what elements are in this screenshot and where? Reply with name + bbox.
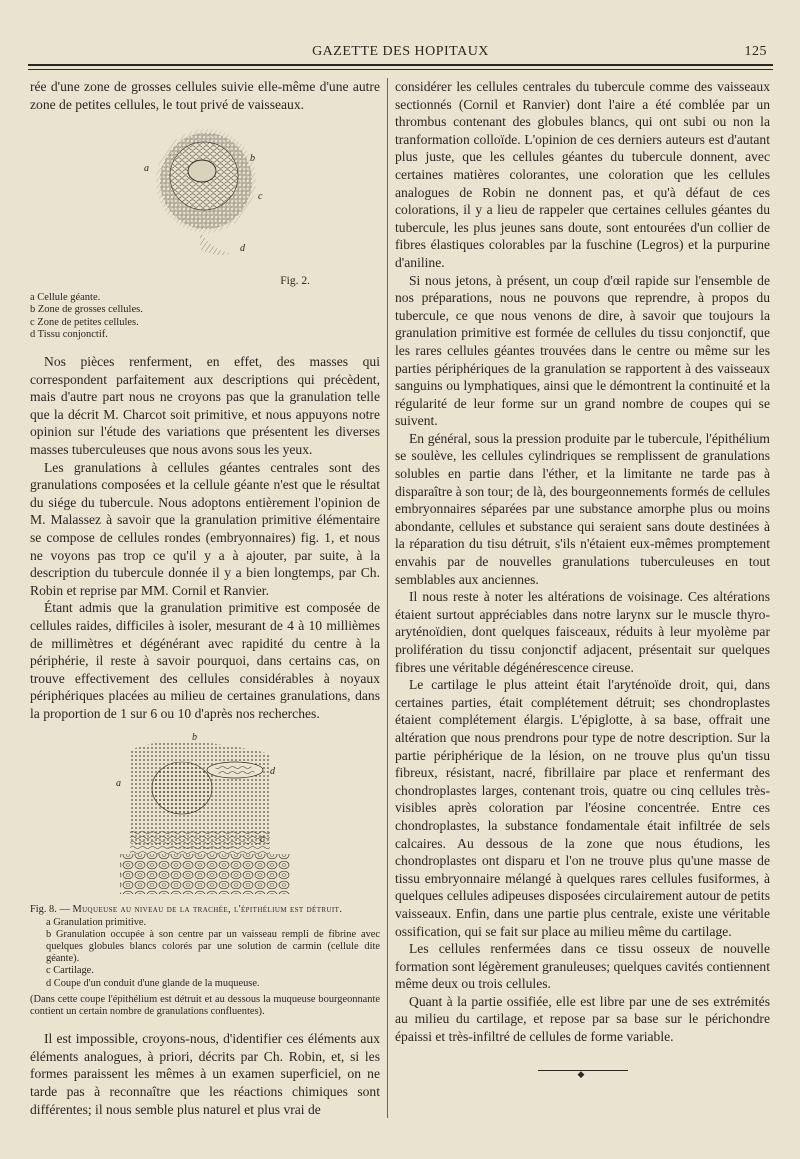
paragraph: Il est impossible, croyons-nous, d'identifier ces éléments aux éléments analogues, à priori, décrits par Ch. Robin, et, si les formes paraissent les mêmes à un examen superficiel, on ne tarde pas à reconnaître que les réactions chimiques sont différentes; il nous semble plus naturel et plus vrai de — [30, 1031, 380, 1117]
journal-title: GAZETTE DES HOPITAUX — [312, 44, 489, 59]
label-a: a — [144, 163, 149, 175]
left-column — [30, 78, 380, 1118]
figure-8 — [30, 730, 380, 900]
label-c: c — [258, 191, 263, 203]
paragraph: considérer les cellules centrales du tubercule comme des vaisseaux sectionnés (Cornil et Ranvier) dont l'aire a été comblée par un thrombus contenant des globules blancs, qui ont subi ou non la tranformation colloïde. L'opinion de ces derniers auteurs est d'autant plus juste, que les cellules géantes du tubercule donnent, avec certaines matières colorantes, une coloration que les cellules analogues de Robin ne donnent pas, et qu'à défaut de ces colorations, il y a lieu de rappeler que certaines cellules géantes du tubercule, les plus jeunes sans doute, sont entourées d'un collier de fibres élastiques colorables par la fuschine (Legros) et la purpurine d'aniline. — [395, 79, 770, 270]
paragraph: Quant à la partie ossifiée, elle est libre par une de ses extrémités au milieu du cartilage, et repose par sa base sur le périchondre épaissi et très-infiltré de cellules de forme variable. — [395, 993, 770, 1045]
header-rule-thin — [28, 69, 773, 70]
figure-8-caption — [30, 904, 380, 1018]
figure-2-legend — [30, 292, 380, 341]
figure-2 — [30, 121, 380, 271]
figure-2-illustration — [140, 121, 270, 269]
figure-8-illustration — [110, 730, 300, 898]
label-b: b — [250, 153, 255, 165]
legend-item: d Coupe d'un conduit d'une glande de la muqueuse. — [46, 977, 260, 989]
figure-2-caption — [30, 275, 380, 288]
legend-item: c Cartilage. — [46, 965, 94, 977]
paragraph: Si nous jetons, à présent, un coup d'œil rapide sur l'ensemble de nos préparations, nous ne pouvons que reprendre, à propos du tubercule, ce que nous venons de dire, à savoir que toujours la granulation primitive est formée de cellules du tissu conjonctif, que les rares cellules géantes trouvées dans le centre ou même sur les parties périphériques de la granulation se rapportent à des vaisseaux sanguins ou lymphatiques, ainsi que le démontrent la continuité et la régularité de leur forme sur un grand nombre de coupes qui se suivent. — [395, 272, 770, 429]
column-separator — [387, 78, 388, 1118]
paragraph: Le cartilage le plus atteint était l'aryténoïde droit, qui, dans certaines parties, était complétement détruit; ses chondroplastes étaient complétement élargis. L'épiglotte, à sa base, offrait une altération que nous prendrons pour type de notre description. Sur la partie périphérique de la lésion, on ne trouve plus qu'un tissu fibreux, résistant, nacré, fibrillaire par place et renfermant des chondroplastes larges, contenant trois, quatre ou cinq cellules très-visibles après coloration par l'éosine concentrée. Entre ces chondroplastes, la substance fondamentale était infiltrée de sels calcaires. Au dessous de la zone que nous étudions, les chondroplastes ont disparu et l'on ne trouve plus qu'une masse de tissu embryonnaire mélangé à quelques rares cellules fusiformes, à quelques cellules adipeuses disposées circulairement autour de petits vaisseaux. Enfin, dans une partie plus centrale, existe une véritable ossification, qui se fait sur place au milieu même du cartilage. — [395, 677, 770, 939]
legend-item: d Tissu conjonctif. — [30, 328, 108, 340]
header-rule-thick — [28, 64, 773, 66]
paragraph: Les cellules renfermées dans ce tissu osseux de nouvelle formation sont légèrement granuleuses; quelques cavités contiennent même deux ou trois cellules. — [395, 941, 770, 992]
label-d: d — [240, 243, 245, 255]
legend-item: c Zone de petites cellules. — [30, 316, 139, 328]
figure-8-note: (Dans cette coupe l'épithélium est détruit et au dessous la muqueuse bourgeonnante contient un certain nombre de granulations confluentes). — [30, 993, 380, 1018]
paragraph: Il nous reste à noter les altérations de voisinage. Ces altérations étaient surtout appréciables dans notre larynx sur le muscle thyro-aryténoïdien, dont quelques faisceaux, réduits à leur myolème par prolifération du tissu conjonctif adjacent, présentait sur quelques fibres une véritable dégénérescence cireuse. — [395, 589, 770, 675]
section-end-rule — [538, 1068, 628, 1079]
paragraph: Nos pièces renferment, en effet, des masses qui correspondent parfaitement aux descriptions qui précèdent, mais d'autre part nous ne croyons pas que la granulation telle que la décrit M. Charcot soit primitive, et nous appuyons notre opinion sur l'étude des variations que présentent les diverses masses tuberculeuses que nous avons sous les yeux. — [30, 354, 380, 457]
legend-item: a Granulation primitive. — [46, 916, 147, 928]
label-d: d — [270, 766, 275, 778]
figure-8-title-text: Muqueuse au niveau de la trachée, l'épithélium est détruit. — [72, 904, 343, 916]
paragraph: Les granulations à cellules géantes centrales sont des granulations composées et la cellule géante n'est que le résultat du siége du tubercule. Nous adoptons entièrement l'opinion de M. Malassez à savoir que la granulation primitive élémentaire se compose de cellules rondes (embryonnaires) fig. 1, et nous ne voyons pas trop ce qu'il y a à ajouter, par suite, à la description du tubercule donnée il y a bien longtemps, par Ch. Robin et reprise par MM. Cornil et Ranvier. — [30, 459, 380, 598]
paragraph: En général, sous la pression produite par le tubercule, l'épithélium se soulève, les cellules cylindriques se remplissent de granulations solubles en partie dans l'éther, et la limitante ne tarde pas à disparaître à son tour; de là, des bourgeonnements formés de cellules embryonnaires séparées par une substance amorphe plus ou moins abondante, cellules et substance qui seraient sans doute destinées à la réparation du tisu détruit, s'ils n'étaient eux-mêmes promptement envahis par de nouvelles granulations tuberculeuses en tout semblables aux anciennes. — [395, 430, 770, 587]
right-column — [395, 78, 770, 1079]
label-b: b — [192, 732, 197, 744]
legend-item: a Cellule géante. — [30, 292, 101, 304]
legend-item: b Zone de grosses cellules. — [30, 304, 143, 316]
paragraph: Étant admis que la granulation primitive est composée de cellules raides, difficiles à isoler, mesurant de 4 à 10 millièmes de millimètres et dégénérant avec rapidité du centre à la périphérie, il reste à savoir pourquoi, dans certains cas, on trouve effectivement des cellules considérables à noyaux périphériques placées au milieu de certaines granulations, dans la proportion de 1 sur 6 ou 10 d'après nos recherches. — [30, 600, 380, 721]
paragraph: rée d'une zone de grosses cellules suivie elle-même d'une autre zone de petites cellules, le tout privé de vaisseaux. — [30, 79, 380, 112]
figure-8-title — [30, 904, 380, 916]
page-number: 125 — [744, 44, 767, 59]
page-header — [28, 40, 773, 66]
ornament-icon: ◆ — [577, 1068, 585, 1079]
label-a: a — [116, 778, 121, 790]
figure-2-number: Fig. 2. — [280, 275, 310, 288]
figure-8-number: Fig. 8. — — [30, 904, 70, 916]
label-c: c — [260, 834, 265, 846]
legend-item: b Granulation occupée à son centre par un vaisseau rempli de fibrine avec quelques globules blancs colorés par une solution de carmin (cellule dite géante). — [46, 928, 380, 965]
